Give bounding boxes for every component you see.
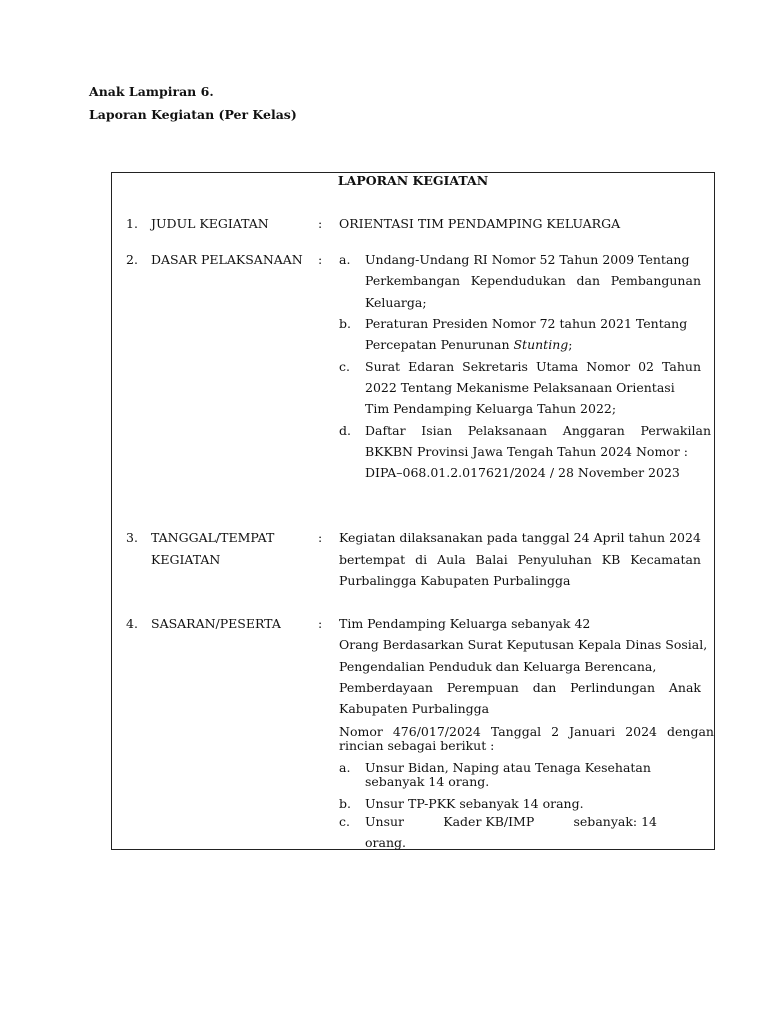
- item1-value: ORIENTASI TIM PENDAMPING KELUARGA: [339, 216, 621, 231]
- item2-d-line2: BKKBN Provinsi Jawa Tengah Tahun 2024 Nomor :: [365, 444, 688, 459]
- item2-c-line3: Tim Pendamping Keluarga Tahun 2022;: [365, 401, 617, 416]
- report-title: LAPORAN KEGIATAN: [337, 173, 489, 188]
- item2-c-letter: c.: [339, 359, 350, 374]
- attachment-label: Anak Lampiran 6.: [89, 84, 214, 99]
- item2-a-letter: a.: [339, 252, 351, 267]
- item1-colon: :: [318, 216, 323, 231]
- report-subtitle: Laporan Kegiatan (Per Kelas): [89, 107, 297, 122]
- item4-line2: Orang Berdasarkan Surat Keputusan Kepala Dinas Sosial,: [339, 637, 708, 652]
- item2-d-line1: Daftar Isian Pelaksanaan Anggaran Perwakilan: [365, 423, 711, 438]
- item4-line4: Pemberdayaan Perempuan dan Perlindungan Anak: [339, 680, 701, 695]
- item2-c-line2: 2022 Tentang Mekanisme Pelaksanaan Orientasi: [365, 380, 675, 395]
- item3-number: 3.: [126, 530, 138, 545]
- item4-line7: rincian sebagai berikut :: [339, 738, 495, 753]
- item4-c-word1: Unsur: [365, 814, 405, 829]
- stunting-term: Stunting: [513, 337, 569, 352]
- item3-line2: bertempat di Aula Balai Penyuluhan KB Kecamatan: [339, 552, 701, 567]
- item2-b-line1: Peraturan Presiden Nomor 72 tahun 2021 Tentang: [365, 316, 688, 331]
- item2-b-letter: b.: [339, 316, 351, 331]
- item3-colon: :: [318, 530, 323, 545]
- report-box: [111, 172, 715, 850]
- item2-number: 2.: [126, 252, 138, 267]
- item2-b-line2: Percepatan Penurunan Stunting;: [365, 337, 573, 352]
- item2-a-line2: Perkembangan Kependudukan dan Pembangunan: [365, 273, 701, 288]
- item2-colon: :: [318, 252, 323, 267]
- item4-c-line2: orang.: [365, 835, 406, 850]
- item4-c-letter: c.: [339, 814, 350, 829]
- item4-b-letter: b.: [339, 796, 351, 811]
- item1-label: JUDUL KEGIATAN: [151, 216, 269, 231]
- item1-number: 1.: [126, 216, 138, 231]
- item4-c-word3: sebanyak: 14: [573, 814, 657, 829]
- item2-d-letter: d.: [339, 423, 351, 438]
- item4-a-letter: a.: [339, 760, 351, 775]
- item2-c-line1: Surat Edaran Sekretaris Utama Nomor 02 Tahun: [365, 359, 701, 374]
- item3-line3: Purbalingga Kabupaten Purbalingga: [339, 573, 571, 588]
- item4-line6: Nomor 476/017/2024 Tanggal 2 Januari 2024 dengan: [339, 724, 714, 739]
- item2-label: DASAR PELAKSANAAN: [151, 252, 303, 267]
- item4-line1: Tim Pendamping Keluarga sebanyak 42: [339, 616, 591, 631]
- item4-colon: :: [318, 616, 323, 631]
- item2-d-line3: DIPA–068.01.2.017621/2024 / 28 November 2023: [365, 465, 680, 480]
- item2-a-line3: Keluarga;: [365, 295, 427, 310]
- item2-a-line1: Undang-Undang RI Nomor 52 Tahun 2009 Tentang: [365, 252, 690, 267]
- item3-label-line1: TANGGAL/TEMPAT: [151, 530, 275, 545]
- item3-label-line2: KEGIATAN: [151, 552, 221, 567]
- item4-b-line1: Unsur TP-PKK sebanyak 14 orang.: [365, 796, 584, 811]
- item4-c-word2: Kader KB/IMP: [443, 814, 535, 829]
- item3-line1: Kegiatan dilaksanakan pada tanggal 24 April tahun 2024: [339, 530, 701, 545]
- item4-line3: Pengendalian Penduduk dan Keluarga Berencana,: [339, 659, 657, 674]
- item4-number: 4.: [126, 616, 138, 631]
- item4-a-line1: Unsur Bidan, Naping atau Tenaga Kesehatan: [365, 760, 651, 775]
- item4-line5: Kabupaten Purbalingga: [339, 701, 490, 716]
- item4-c-line1: [365, 814, 657, 829]
- item4-a-line2: sebanyak 14 orang.: [365, 774, 490, 789]
- item4-label: SASARAN/PESERTA: [151, 616, 281, 631]
